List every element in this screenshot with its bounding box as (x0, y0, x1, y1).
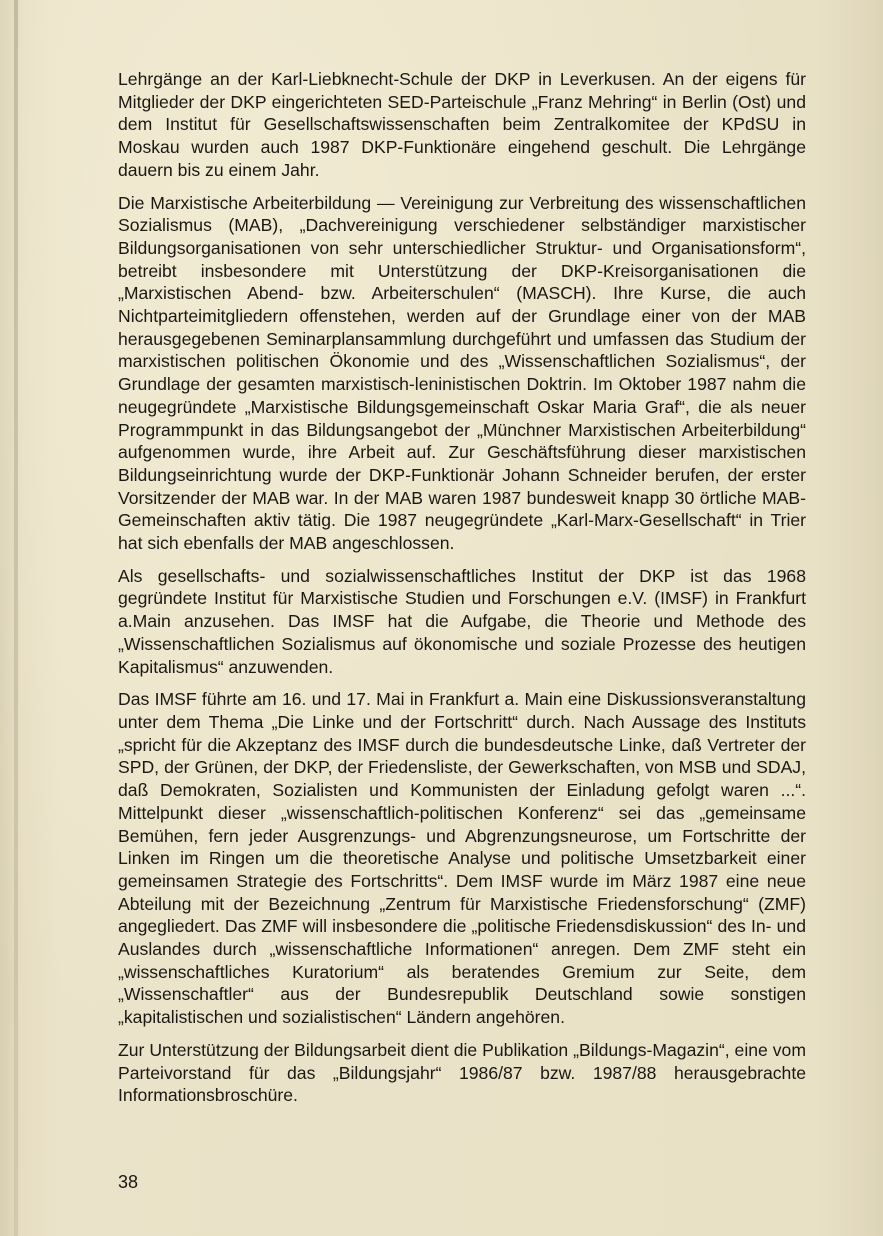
paragraph-lehrgaenge: Lehrgänge an der Karl-Liebknecht-Schule der DKP in Leverkusen. An der eigens für Mitglieder der DKP eingerichteten SED-Parteischule „Franz Mehring“ in Berlin (Ost) und dem Institut für Gesellschaftswissenschaften beim Zentralkomitee der KPdSU in Moskau wurden auch 1987 DKP-Funktionäre eingehend geschult. Die Lehrgänge dauern bis zu einem Jahr. (118, 69, 806, 180)
page-number: 38 (118, 1172, 139, 1192)
page-edge-shadow (14, 0, 18, 1236)
paragraph-imsf-institut: Als gesellschafts- und sozialwissenschaftliches Institut der DKP ist das 1968 gegründete Institut für Marxistische Studien und Forschungen e.V. (IMSF) in Frankfurt a.Main anzusehen. Das IMSF hat die Aufgabe, die Theorie und Methode des „Wissenschaftlichen Sozialismus auf ökonomische und soziale Prozesse des heutigen Kapitalismus“ anzuwenden. (118, 565, 806, 677)
paragraph-bildungs-magazin: Zur Unterstützung der Bildungsarbeit dient die Publikation „Bildungs-Magazin“, eine vom Parteivorstand für das „Bildungsjahr“ 1986/87 bzw. 1987/88 herausgebrachte Informationsbroschüre. (118, 1039, 806, 1106)
paragraph-imsf-konferenz: Das IMSF führte am 16. und 17. Mai in Frankfurt a. Main eine Diskussionsveranstaltung unter dem Thema „Die Linke und der Fortschritt“ durch. Nach Aussage des Instituts „spricht für die Akzeptanz des IMSF durch die bundesdeutsche Linke, daß Vertreter der SPD, der Grünen, der DKP, der Friedensliste, der Gewerkschaften, von MSB und SDAJ, daß Demokraten, Sozialisten und Kommunisten der Einladung gefolgt waren ...“. Mittelpunkt dieser „wissenschaftlich-politischen Konferenz“ sei das „gemeinsame Bemühen, fern jeder Ausgrenzungs- und Abgrenzungsneurose, um Fortschritte der Linken im Ringen um die theoretische Analyse und politische Umsetzbarkeit einer gemeinsamen Strategie des Fortschritts“. Dem IMSF wurde im März 1987 eine neue Abteilung mit der Bezeichnung „Zentrum für Marxistische Friedensforschung“ (ZMF) angegliedert. Das ZMF will insbesondere die „politische Friedensdiskussion“ des In- und Auslandes durch „wissenschaftliche Informationen“ anregen. Dem ZMF steht ein „wissenschaftliches Kuratorium“ als beratendes Gremium zur Seite, dem „Wissenschaftler“ aus der Bundesrepublik Deutschland sowie sonstigen „kapitalistischen und sozialistischen“ Ländern angehören. (118, 689, 806, 1028)
paragraph-marxistische-arbeiterbildung: Die Marxistische Arbeiterbildung — Vereinigung zur Verbreitung des wissenschaftlichen Sozialismus (MAB), „Dachvereinigung verschiedener selbständiger marxistischer Bildungsorganisationen von sehr unterschiedlicher Struktur- und Organisationsform“, betreibt insbesondere mit Unterstützung der DKP-Kreisorganisationen die „Marxistischen Abend- bzw. Arbeiterschulen“ (MASCH). Ihre Kurse, die auch Nichtparteimitgliedern offenstehen, werden auf der Grundlage einer von der MAB herausgegebenen Seminarplansammlung durchgeführt und umfassen das Studium der marxistischen politischen Ökonomie und des „Wissenschaftlichen Sozialismus“, der Grundlage der gesamten marxistisch-leninistischen Doktrin. Im Oktober 1987 nahm die neugegründete „Marxistische Bildungsgemeinschaft Oskar Maria Graf“, die als neuer Programmpunkt in das Bildungsangebot der „Münchner Marxistischen Arbeiterbildung“ aufgenommen wurde, ihre Arbeit auf. Zur Geschäftsführung dieser marxistischen Bildungseinrichtung wurde der DKP-Funktionär Johann Schneider berufen, der erster Vorsitzender der MAB war. In der MAB waren 1987 bundesweit knapp 30 örtliche MAB-Gemeinschaften aktiv tätig. Die 1987 neugegründete „Karl-Marx-Gesellschaft“ in Trier hat sich ebenfalls der MAB angeschlossen. (118, 192, 806, 554)
document-body (118, 68, 806, 1117)
